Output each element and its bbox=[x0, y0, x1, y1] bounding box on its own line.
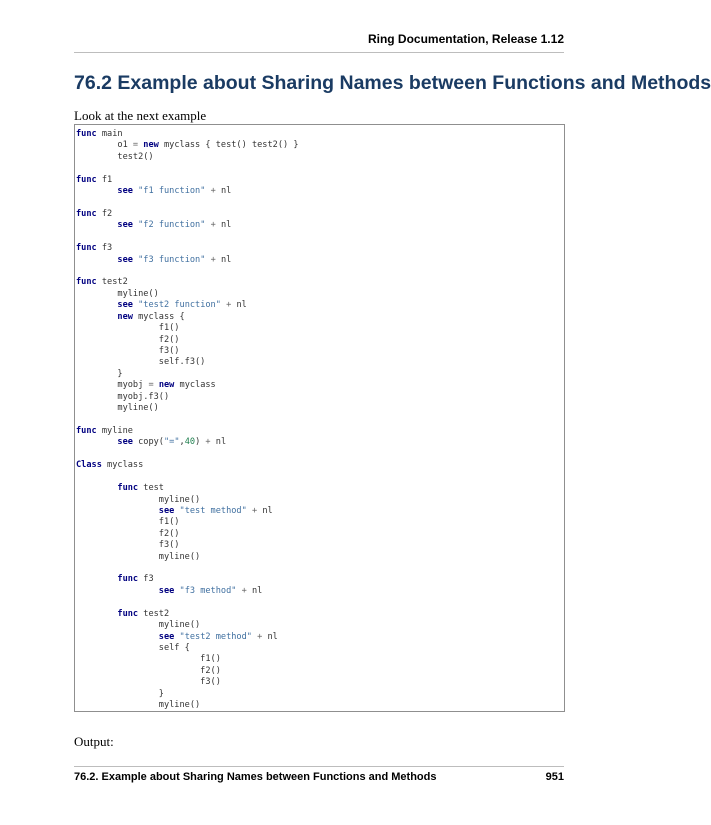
code-keyword: func bbox=[76, 277, 97, 288]
code-text bbox=[76, 506, 159, 516]
code-line bbox=[75, 654, 564, 665]
code-text bbox=[76, 186, 117, 196]
code-line bbox=[75, 472, 564, 483]
section-title: 76.2 Example about Sharing Names between Functions and Methods bbox=[74, 72, 711, 94]
code-line bbox=[75, 346, 564, 357]
code-text: f1() bbox=[76, 517, 180, 528]
code-text: f3() bbox=[76, 540, 180, 551]
code-operator: + bbox=[210, 254, 216, 265]
code-text: test bbox=[138, 483, 164, 494]
code-line bbox=[75, 357, 564, 368]
code-operator: + bbox=[205, 437, 211, 448]
code-line bbox=[75, 529, 564, 540]
code-line bbox=[75, 335, 564, 346]
code-line bbox=[75, 609, 564, 620]
code-text: f2() bbox=[76, 334, 180, 345]
code-line bbox=[75, 312, 564, 323]
code-keyword: func bbox=[76, 129, 97, 139]
code-text bbox=[76, 609, 117, 619]
code-line bbox=[75, 517, 564, 528]
code-line bbox=[75, 140, 564, 151]
code-line bbox=[75, 152, 564, 163]
intro-paragraph: Look at the next example bbox=[74, 108, 207, 123]
code-string: "f3 function" bbox=[138, 254, 206, 265]
code-block[interactable] bbox=[74, 124, 565, 712]
code-keyword: func bbox=[76, 174, 97, 185]
page-number: 951 bbox=[545, 771, 564, 783]
code-line bbox=[75, 540, 564, 551]
code-text: nl bbox=[215, 220, 232, 231]
code-line bbox=[75, 186, 564, 197]
code-line bbox=[75, 506, 564, 517]
code-text: f3() bbox=[76, 677, 221, 688]
code-text: myline() bbox=[76, 551, 201, 562]
code-text: copy( bbox=[132, 437, 164, 448]
code-line bbox=[75, 666, 564, 677]
code-string: "test2 function" bbox=[138, 300, 221, 311]
code-text: f1 bbox=[96, 174, 113, 185]
code-line bbox=[75, 232, 564, 243]
code-text: myline bbox=[96, 425, 133, 436]
code-text: myclass bbox=[174, 380, 216, 391]
code-line bbox=[75, 415, 564, 426]
code-line bbox=[75, 300, 564, 311]
code-string: "test method" bbox=[179, 505, 247, 516]
footer-rule bbox=[74, 766, 564, 767]
code-text: myobj.f3() bbox=[76, 391, 170, 402]
code-line bbox=[75, 289, 564, 300]
code-text: myline() bbox=[76, 494, 201, 505]
code-text bbox=[76, 255, 117, 265]
code-operator: + bbox=[226, 300, 232, 311]
header-rule bbox=[74, 52, 564, 53]
code-keyword: func bbox=[117, 608, 139, 619]
code-keyword: see bbox=[117, 220, 133, 231]
code-line bbox=[75, 209, 564, 220]
code-text bbox=[76, 312, 117, 322]
footer-section-title: 76.2. Example about Sharing Names between Functions and Methods bbox=[74, 771, 437, 783]
code-text bbox=[76, 483, 117, 493]
code-text: o1 bbox=[76, 140, 133, 151]
code-line bbox=[75, 552, 564, 563]
code-operator: = bbox=[132, 140, 139, 151]
code-operator: + bbox=[257, 631, 263, 642]
code-keyword: Class bbox=[76, 460, 102, 471]
code-text bbox=[76, 220, 117, 230]
code-text: f1() bbox=[76, 654, 221, 665]
code-text bbox=[76, 574, 117, 584]
code-keyword: see bbox=[158, 585, 175, 596]
code-line bbox=[75, 563, 564, 574]
code-line bbox=[75, 437, 564, 448]
code-line bbox=[75, 277, 564, 288]
code-line bbox=[75, 198, 564, 209]
code-text: nl bbox=[246, 585, 263, 596]
code-text: nl bbox=[231, 300, 247, 311]
code-text: , bbox=[179, 437, 185, 448]
code-text: self { bbox=[76, 642, 190, 653]
code-keyword: func bbox=[76, 243, 97, 254]
code-line bbox=[75, 426, 564, 437]
code-text: myclass { test() test2() } bbox=[158, 140, 299, 151]
code-line bbox=[75, 243, 564, 254]
code-keyword: func bbox=[76, 208, 97, 219]
code-line bbox=[75, 483, 564, 494]
code-line bbox=[75, 586, 564, 597]
code-line bbox=[75, 163, 564, 174]
code-text: f1() bbox=[76, 323, 180, 334]
code-line bbox=[75, 175, 564, 186]
code-operator: = bbox=[148, 380, 154, 391]
code-keyword: see bbox=[117, 437, 133, 448]
code-text: myline() bbox=[76, 288, 159, 299]
code-line bbox=[75, 597, 564, 608]
code-line bbox=[75, 632, 564, 643]
code-text: self.f3() bbox=[76, 357, 206, 368]
code-text bbox=[76, 632, 159, 642]
code-keyword: new bbox=[143, 140, 159, 151]
code-string: "f1 function" bbox=[138, 186, 206, 197]
code-line bbox=[75, 266, 564, 277]
code-line bbox=[75, 449, 564, 460]
code-text: myline() bbox=[76, 620, 201, 631]
code-line bbox=[75, 495, 564, 506]
code-line bbox=[75, 460, 564, 471]
code-keyword: see bbox=[158, 505, 175, 516]
code-text: nl bbox=[215, 186, 232, 197]
code-line bbox=[75, 689, 564, 700]
code-string: "f2 function" bbox=[138, 220, 206, 231]
code-text: f3 bbox=[96, 243, 113, 254]
code-line bbox=[75, 369, 564, 380]
code-line bbox=[75, 403, 564, 414]
running-header: Ring Documentation, Release 1.12 bbox=[367, 32, 564, 46]
code-line bbox=[75, 380, 564, 391]
code-text: myclass { bbox=[132, 311, 185, 322]
code-text: f2() bbox=[76, 665, 221, 676]
code-line bbox=[75, 677, 564, 688]
code-text bbox=[76, 437, 117, 447]
code-keyword: new bbox=[158, 380, 175, 391]
code-line bbox=[75, 700, 564, 711]
code-keyword: see bbox=[158, 631, 175, 642]
code-keyword: see bbox=[117, 254, 133, 265]
code-operator: + bbox=[210, 220, 216, 231]
code-text: myclass bbox=[101, 460, 144, 471]
code-operator: + bbox=[241, 585, 247, 596]
output-label: Output: bbox=[74, 734, 114, 749]
code-text: f2() bbox=[76, 528, 180, 539]
code-text: f3 bbox=[138, 574, 154, 585]
code-text bbox=[76, 300, 117, 310]
code-operator: + bbox=[251, 505, 258, 516]
code-line bbox=[75, 620, 564, 631]
code-number: 40 bbox=[184, 437, 196, 448]
code-text: myline() bbox=[76, 403, 159, 414]
code-string: "f3 method" bbox=[179, 585, 237, 596]
code-text: myobj bbox=[76, 380, 149, 391]
code-text: nl bbox=[257, 505, 273, 516]
code-line bbox=[75, 574, 564, 585]
code-keyword: see bbox=[117, 300, 133, 311]
code-line bbox=[75, 323, 564, 334]
code-text: f2 bbox=[96, 208, 113, 219]
code-text: f3() bbox=[76, 346, 180, 357]
code-keyword: func bbox=[117, 483, 139, 494]
code-string: "test2 method" bbox=[179, 631, 252, 642]
code-text: test2() bbox=[76, 151, 154, 162]
code-text: main bbox=[96, 129, 123, 139]
code-line bbox=[75, 255, 564, 266]
code-string: "=" bbox=[163, 437, 180, 448]
code-text: } bbox=[76, 688, 164, 699]
code-text: test2 bbox=[138, 608, 170, 619]
code-text: nl bbox=[210, 437, 227, 448]
code-line bbox=[75, 129, 564, 140]
code-keyword: new bbox=[117, 311, 133, 322]
code-line bbox=[75, 220, 564, 231]
code-text: nl bbox=[215, 254, 232, 265]
code-keyword: func bbox=[117, 574, 139, 585]
code-keyword: func bbox=[76, 425, 97, 436]
code-text: myline() bbox=[76, 700, 201, 711]
code-operator: + bbox=[210, 186, 216, 197]
code-text: ) bbox=[195, 437, 206, 448]
code-text bbox=[76, 586, 159, 596]
code-text: nl bbox=[262, 631, 278, 642]
code-text: } bbox=[76, 368, 123, 379]
code-text: test2 bbox=[96, 277, 128, 288]
code-keyword: see bbox=[117, 186, 133, 197]
code-line bbox=[75, 392, 564, 403]
code-line bbox=[75, 643, 564, 654]
